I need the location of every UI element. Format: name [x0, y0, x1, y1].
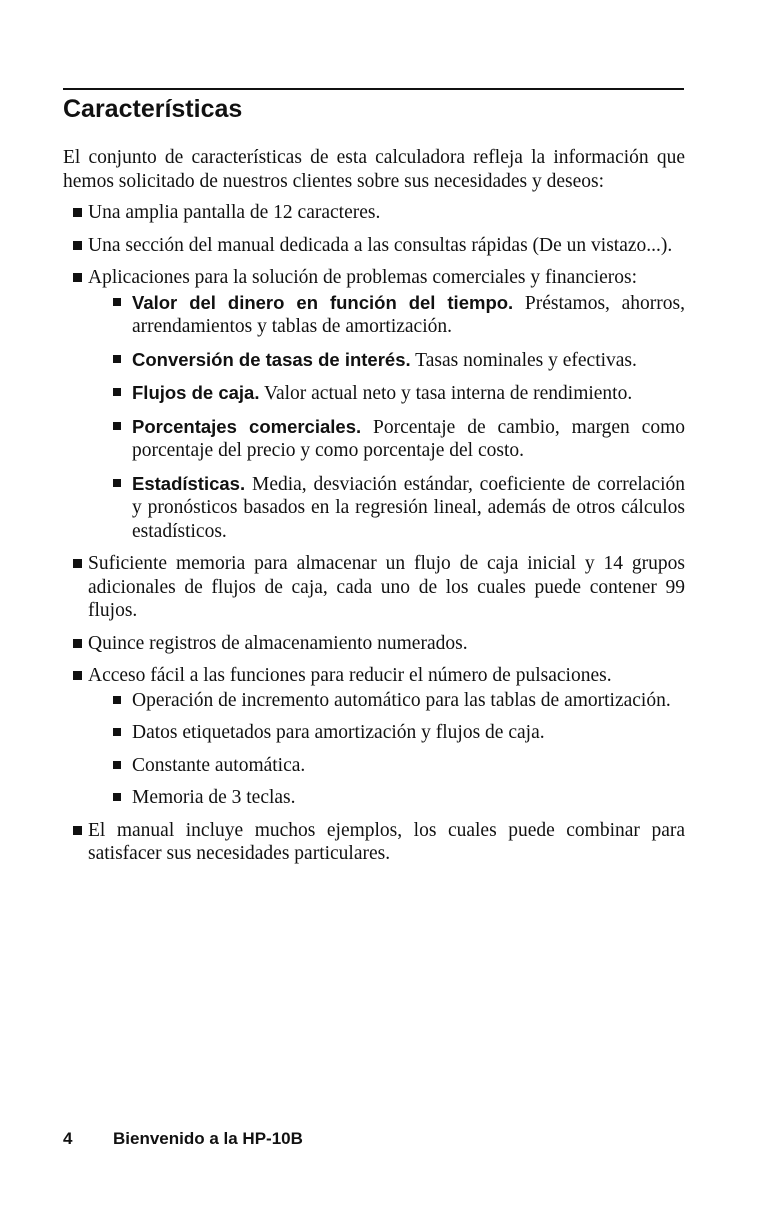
- list-item: [63, 348, 685, 373]
- shortcut-text: Memoria de 3 teclas.: [132, 787, 296, 808]
- square-bullet-icon: [73, 241, 82, 250]
- list-item: [63, 632, 685, 656]
- square-bullet-icon: [113, 793, 121, 801]
- feature-text: Acceso fácil a las funciones para reducir el número de pulsaciones.: [88, 665, 612, 686]
- list-item: [63, 689, 685, 713]
- list-item: [63, 472, 685, 544]
- application-desc: Tasas nominales y efectivas.: [415, 349, 637, 371]
- feature-text: Aplicaciones para la solución de problemas comerciales y financieros:: [88, 267, 638, 288]
- application-term: Conversión de tasas de interés.: [132, 348, 411, 370]
- square-bullet-icon: [113, 388, 121, 396]
- list-item: [63, 754, 685, 778]
- square-bullet-icon: [73, 639, 82, 648]
- application-term: Valor del dinero en función del tiempo.: [132, 291, 514, 313]
- intro-paragraph: El conjunto de características de esta calculadora refleja la información que hemos solicitado de nuestros clientes sobre sus necesidades y deseos:: [63, 147, 685, 192]
- heading-rule: [63, 88, 684, 90]
- page-number: 4: [63, 1129, 73, 1148]
- shortcut-text: Datos etiquetados para amortización y flujos de caja.: [132, 722, 545, 743]
- list-item: [63, 234, 685, 258]
- feature-text: Quince registros de almacenamiento numerados.: [88, 632, 468, 654]
- square-bullet-icon: [113, 728, 121, 736]
- shortcut-text: Constante automática.: [132, 754, 306, 776]
- feature-text: Una sección del manual dedicada a las consultas rápidas (De un vistazo...).: [88, 234, 673, 256]
- feature-text: Suficiente memoria para almacenar un flujo de caja inicial y 14 grupos adicionales de flujos de caja, cada uno de los cuales puede contener 99 flujos.: [88, 553, 685, 621]
- list-item: [63, 415, 685, 463]
- list-item: [63, 201, 685, 225]
- list-item: [63, 291, 685, 339]
- application-desc: Valor actual neto y tasa interna de rendimiento.: [264, 383, 633, 404]
- square-bullet-icon: [113, 761, 121, 769]
- page-content: [63, 146, 685, 875]
- application-desc: Media, desviación estándar, coeficiente de correlación y pronósticos basados en la regresión lineal, además de otros cálculos estadísticos.: [132, 473, 686, 542]
- list-item: [63, 552, 685, 623]
- applications-list: [88, 291, 685, 544]
- square-bullet-icon: [73, 559, 82, 568]
- square-bullet-icon: [73, 671, 82, 680]
- square-bullet-icon: [73, 826, 82, 835]
- page-heading: Características: [63, 95, 243, 123]
- square-bullet-icon: [73, 208, 82, 217]
- square-bullet-icon: [113, 298, 121, 306]
- square-bullet-icon: [113, 422, 121, 430]
- square-bullet-icon: [113, 696, 121, 704]
- shortcuts-list: [88, 689, 685, 810]
- list-item: [63, 721, 685, 745]
- footer-title: Bienvenido a la HP-10B: [113, 1129, 303, 1148]
- list-item: [63, 786, 685, 810]
- application-desc: Préstamos, ahorros, arrendamientos y tablas de amortización.: [132, 292, 685, 337]
- page-footer: [63, 1128, 303, 1150]
- feature-text: El manual incluye muchos ejemplos, los cuales puede combinar para satisfacer sus necesidades particulares.: [88, 819, 685, 864]
- application-term: Flujos de caja.: [132, 382, 260, 403]
- application-term: Estadísticas.: [132, 472, 246, 494]
- square-bullet-icon: [113, 355, 121, 363]
- square-bullet-icon: [73, 273, 82, 282]
- list-item: [63, 664, 685, 810]
- list-item: [63, 266, 685, 543]
- shortcut-text: Operación de incremento automático para las tablas de amortización.: [132, 689, 671, 711]
- list-item: [63, 819, 685, 866]
- application-term: Porcentajes comerciales.: [132, 415, 362, 437]
- square-bullet-icon: [113, 479, 121, 487]
- features-list: [63, 201, 685, 866]
- application-desc: Porcentaje de cambio, margen como porcentaje del precio y como porcentaje del costo.: [132, 416, 685, 461]
- feature-text: Una amplia pantalla de 12 caracteres.: [88, 202, 381, 223]
- list-item: [63, 381, 685, 406]
